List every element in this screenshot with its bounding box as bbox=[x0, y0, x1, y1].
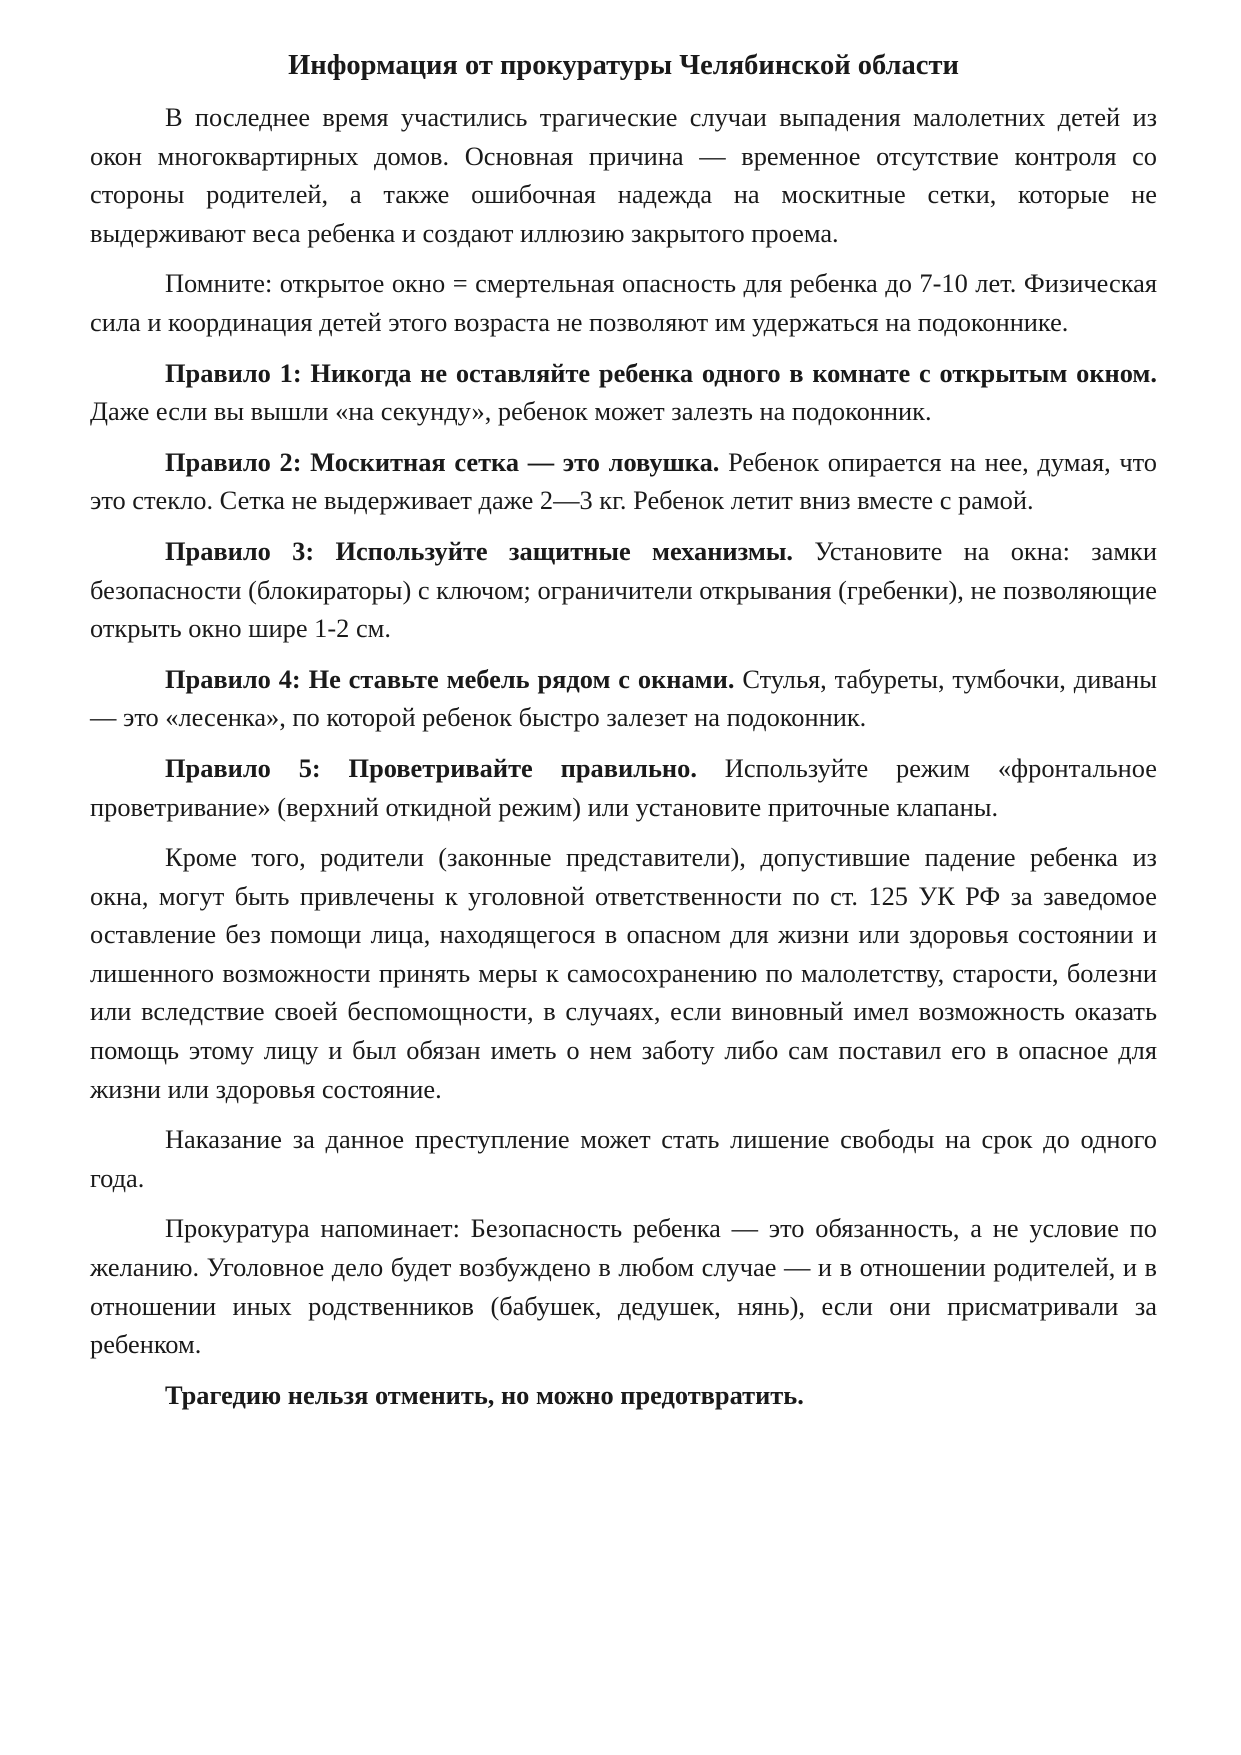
penalty-paragraph: Наказание за данное преступление может стать лишение свободы на срок до одного года. bbox=[90, 1124, 1157, 1193]
intro-paragraph-1: В последнее время участились трагические случаи выпадения малолетних детей из окон многоквартирных домов. Основная причина — временное отсутствие контроля со стороны родителей, а также ошибочная надежда на москитные сетки, которые не выдерживают веса ребенка и создают иллюзию закрытого проема. bbox=[90, 102, 1157, 248]
rule-text: Установите на окна: замки безопасности (блокираторы) с ключом; ограничители открывания (гребенки), не позволяющие открыть окно шире 1-2 см. bbox=[90, 535, 1157, 644]
rule-heading: Правило 2: Москитная сетка — это ловушка. bbox=[165, 446, 720, 477]
rule-paragraph-5 bbox=[90, 749, 1157, 826]
rule-heading: Правило 3: Используйте защитные механизмы. bbox=[165, 535, 794, 566]
rule-heading: Правило 1: Никогда не оставляйте ребенка одного в комнате с открытым окном. bbox=[165, 357, 1157, 388]
rule-paragraph-1 bbox=[90, 354, 1157, 431]
rule-text: Используйте режим «фронтальное проветривание» (верхний откидной режим) или установите приточные клапаны. bbox=[90, 752, 1158, 822]
closing-statement: Трагедию нельзя отменить, но можно предотвратить. bbox=[165, 1379, 804, 1410]
rule-text: Даже если вы вышли «на секунду», ребенок может залезть на подоконник. bbox=[90, 396, 932, 427]
rule-heading: Правило 4: Не ставьте мебель рядом с окнами. bbox=[165, 663, 735, 694]
reminder-paragraph: Прокуратура напоминает: Безопасность ребенка — это обязанность, а не условие по желанию. Уголовное дело будет возбуждено в любом случае — и в отношении родителей, и в отношении иных родственников (бабушек, дедушек, нянь), если они присматривали за ребенком. bbox=[90, 1213, 1157, 1360]
rule-text: Ребенок опирается на нее, думая, что это стекло. Сетка не выдерживает даже 2—3 кг. Ребенок летит вниз вместе с рамой. bbox=[90, 446, 1157, 516]
document-page bbox=[90, 44, 1157, 1414]
document-title: Информация от прокуратуры Челябинской области bbox=[288, 50, 959, 81]
rule-heading: Правило 5: Проветривайте правильно. bbox=[165, 752, 697, 783]
rule-paragraph-2 bbox=[90, 443, 1157, 520]
rule-text: Стулья, табуреты, тумбочки, диваны — это «лесенка», по которой ребенок быстро залезет на подоконник. bbox=[90, 663, 1158, 733]
intro-paragraph-2: Помните: открытое окно = смертельная опасность для ребенка до 7-10 лет. Физическая сила и координация детей этого возраста не позволяют им удержаться на подоконнике. bbox=[90, 268, 1157, 337]
liability-paragraph: Кроме того, родители (законные представители), допустившие падение ребенка из окна, могут быть привлечены к уголовной ответственности по ст. 125 УК РФ за заведомое оставление без помощи лица, находящегося в опасном для жизни или здоровья состоянии и лишенного возможности принять меры к самосохранению по малолетству, старости, болезни или вследствие своей беспомощности, в случаях, если виновный имел возможность оказать помощь этому лицу и был обязан иметь о нем заботу либо сам поставил его в опасное для жизни или здоровья состояние. bbox=[90, 842, 1157, 1104]
rule-paragraph-4 bbox=[90, 660, 1157, 737]
rule-paragraph-3 bbox=[90, 532, 1157, 648]
